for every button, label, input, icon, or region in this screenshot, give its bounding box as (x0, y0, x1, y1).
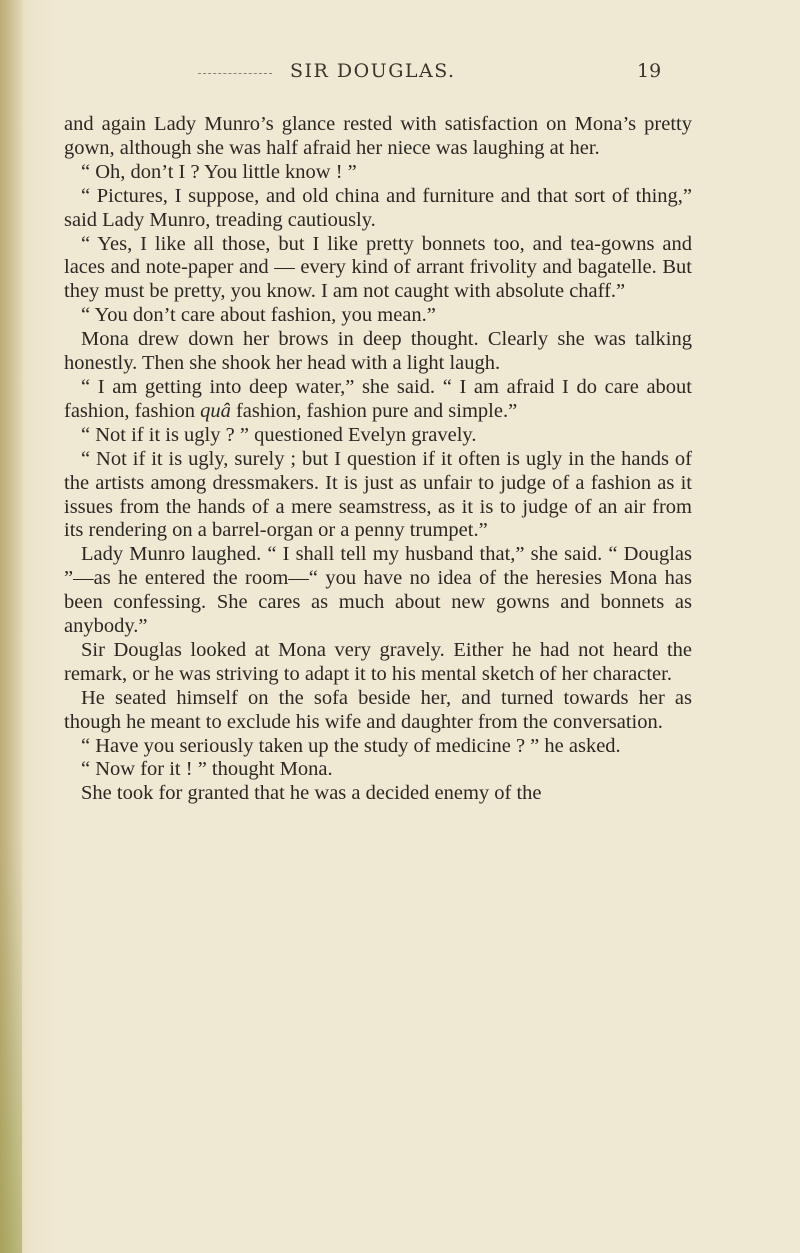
paragraph (64, 376, 692, 424)
running-head (0, 60, 800, 90)
binding-gutter-shadow (0, 0, 22, 1253)
paragraph-text: fashion, fashion pure and simple.” (230, 399, 518, 422)
paragraph: “ Pictures, I suppose, and old china and furniture and that sort of thing,” said Lady Munro, treading cautiously. (64, 184, 692, 231)
paragraph: “ You don’t care about fashion, you mean.” (81, 304, 436, 327)
italic-word: quâ (200, 399, 231, 422)
running-head-rule (198, 73, 272, 74)
paragraph: “ Now for it ! ” thought Mona. (81, 758, 333, 781)
paragraph: Mona drew down her brows in deep thought. Clearly she was talking honestly. Then she shook her head with a light laugh. (64, 328, 692, 375)
body-text (64, 113, 692, 806)
paragraph: “ Yes, I like all those, but I like pretty bonnets too, and tea-gowns and laces and note-paper and — every kind of arrant frivolity and bagatelle. But they must be pretty, you know. I am not caught with absolute chaff.” (64, 232, 692, 303)
paragraph: “ Have you seriously taken up the study of medicine ? ” he asked. (81, 734, 621, 757)
paragraph: and again Lady Munro’s glance rested with satisfaction on Mona’s pretty gown, although she was half afraid her niece was laughing at her. (64, 113, 692, 159)
paragraph: Lady Munro laughed. “ I shall tell my husband that,” she said. “ Douglas ”—as he entered the room—“ you have no idea of the heresies Mona has been confessing. She cares as much about new gowns and bonnets as anybody.” (64, 543, 692, 638)
page-number: 19 (637, 60, 662, 82)
paragraph: Sir Douglas looked at Mona very gravely. Either he had not heard the remark, or he was striving to adapt it to his mental sketch of her character. (64, 638, 692, 685)
paragraph: He seated himself on the sofa beside her, and turned towards her as though he meant to exclude his wife and daughter from the conversation. (64, 686, 692, 733)
paragraph: “ Oh, don’t I ? You little know ! ” (81, 160, 357, 183)
running-head-title: SIR DOUGLAS. (290, 60, 456, 82)
paragraph-text: “ I am getting into deep water,” she said. “ I am afraid I do care about fashion, fashion (64, 375, 692, 422)
paragraph: “ Not if it is ugly ? ” questioned Evelyn gravely. (81, 423, 477, 446)
paragraph: She took for granted that he was a decided enemy of the (81, 782, 542, 805)
paragraph: “ Not if it is ugly, surely ; but I question if it often is ugly in the hands of the artists among dressmakers. It is just as unfair to judge of a fashion as it issues from the hands of a mere seamstress, as it is to judge of an air from its rendering on a barrel-organ or a penny trumpet.” (64, 447, 692, 542)
